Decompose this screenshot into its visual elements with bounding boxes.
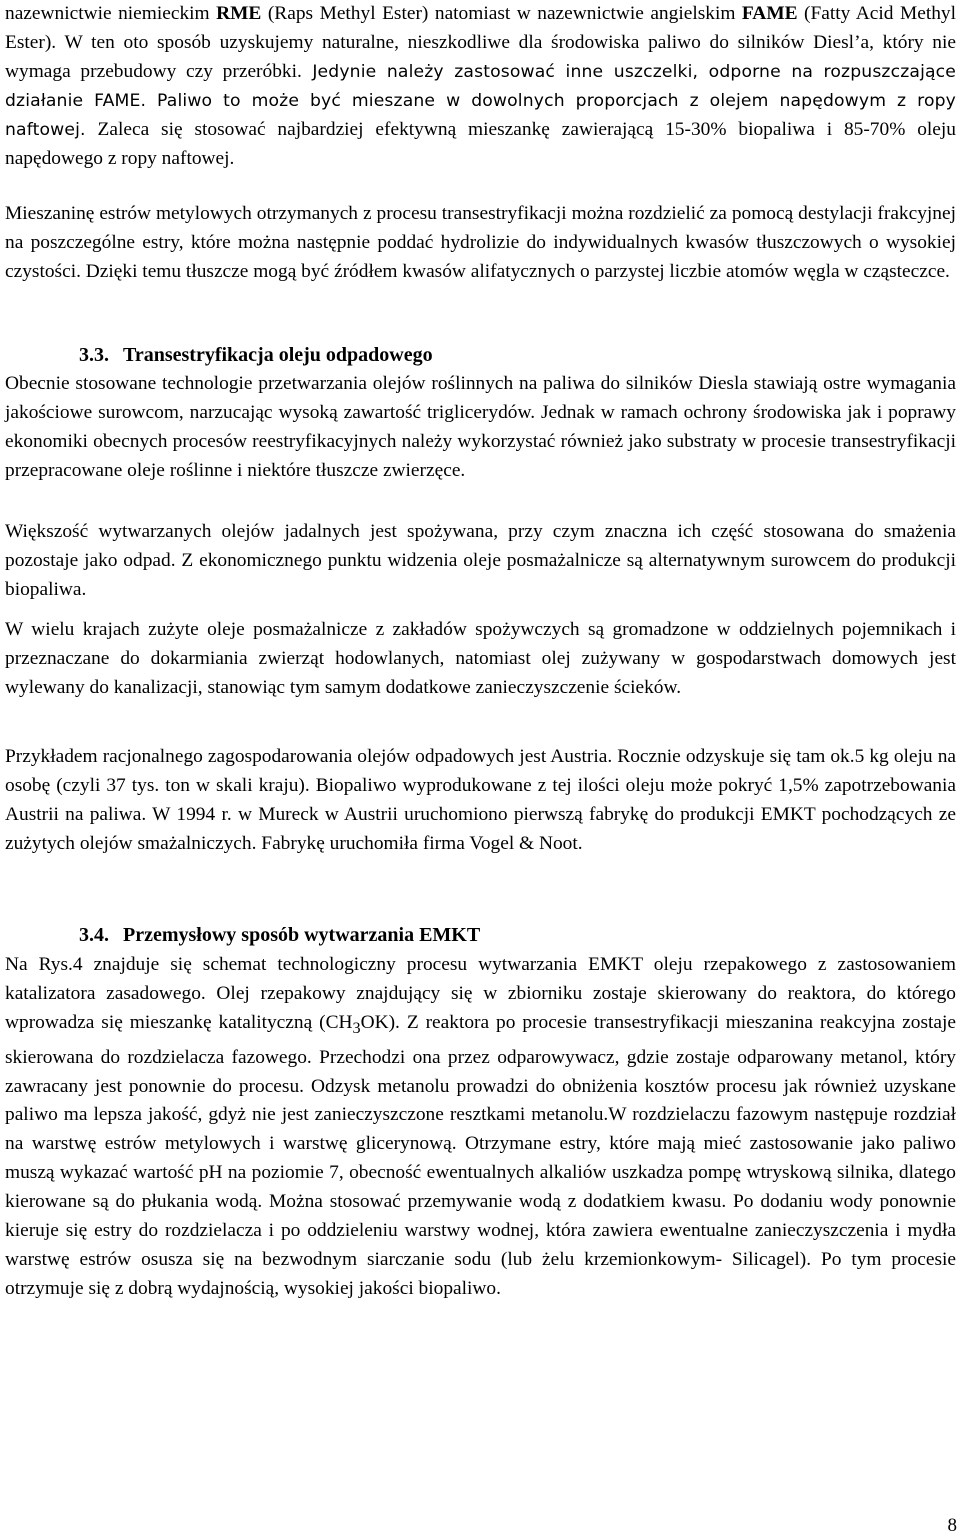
page-number: 8 (947, 1515, 957, 1536)
paragraph-austria: Przykładem racjonalnego zagospodarowania olejów odpadowych jest Austria. Rocznie odzyskuje się tam ok.5 kg oleju na osobę (czyli 37 tys. ton w skali kraju). Biopaliwo wyprodukowane z tej ilości oleju może pokryć 1,5% zapotrzebowania Austrii na paliwa. W 1994 r. w Mureck w Austrii uruchomiono pierwszą fabrykę do produkcji EMKT pochodzących ze zużytych olejów smażalniczych. Fabrykę uruchomiła firma Vogel & Noot. (5, 746, 956, 854)
text-run-sans: Jedynie należy zastosować inne uszczelki, odporne na rozpuszczające działanie FAME. Paliwo to może być mieszane w dowolnych proporcjach z olejem napędowym z ropy naftowej. (5, 61, 956, 140)
text-run: (Fatty Acid Methyl Ester). W ten oto sposób uzyskujemy naturalne, nieszkodliwe dla środowiska paliwo do silników Diesl’a, który nie wymaga przebudowy czy przeróbki. (5, 3, 956, 82)
heading-title: Transestryfikacja oleju odpadowego (123, 344, 433, 366)
paragraph-intro (5, 0, 956, 173)
text-run: OK). Z reaktora po procesie transestryfikacji mieszanina reakcyjna zostaje skierowana do rozdzielacza fazowego. Przechodzi ona przez odparowywacz, gdzie zostaje odparowany metanol, który zawracany jest ponownie do procesu. Odzysk metanolu prowadzi do obniżenia kosztów procesu jak również uzyskane paliwo ma lepsza jakość, gdyż nie jest zanieczyszczone resztkami metanolu.W rozdzielaczu fazowym następuje rozdział na warstwę estrów metylowych i warstwę glicerynową. Otrzymane estry, które mają mieć zastosowanie jako paliwo muszą wykazać wartość pH na poziomie 7, obecność ewentualnych alkaliów uszkadza pompę wtryskową silnika, dlatego kierowane są do płukania wodą. Można stosować przemywanie wodą z dodatkiem kwasu. Po dodaniu wody ponownie kieruje się estry do rozdzielacza i po oddzieleniu warstwy wodnej, która zawiera ewentualne zanieczyszczenia i mydła warstwę estrów osusza się na bezwodnym siarczanie sodu (lub żelu krzemionkowym- Silicagel). Po tym procesie otrzymuje się z dobrą wydajnością, wysokiej jakości biopaliwo. (5, 1011, 956, 1299)
subscript: 3 (352, 1019, 361, 1037)
section-heading-3-4 (79, 921, 480, 949)
section-heading-3-3 (79, 341, 433, 369)
heading-number: 3.3. (79, 344, 109, 366)
text-run: nazewnictwie niemieckim (5, 3, 217, 24)
term-rme: RME (216, 3, 262, 24)
paragraph-technology: Obecnie stosowane technologie przetwarzania olejów roślinnych na paliwa do silników Diesla stawiają ostre wymagania jakościowe surowcom, narzucając wysoką zawartość triglicerydów. Jednak w ramach ochrony środowiska jak i poprawy ekonomiki obecnych procesów reestryfikacyjnych należy wykorzystać również jako substraty w procesie transestryfikacji przepracowane oleje roślinne i niektóre tłuszcze zwierzęce. (5, 373, 956, 481)
text-run: Na Rys.4 znajduje się schemat technologiczny procesu wytwarzania EMKT oleju rzepakowego z zastosowaniem katalizatora zasadowego. Olej rzepakowy znajdujący się w zbiorniku zostaje skierowany do reaktora, do którego wprowadza się mieszankę katalityczną (CH (5, 954, 956, 1033)
paragraph-scheme (5, 951, 956, 1304)
paragraph-mixture: Mieszaninę estrów metylowych otrzymanych z procesu transestryfikacji można rozdzielić za pomocą destylacji frakcyjnej na poszczególne estry, które można następnie poddać hydrolizie do indywidualnych kwasów tłuszczowych o wysokiej czystości. Dzięki temu tłuszcze mogą być źródłem kwasów alifatycznych o parzystej liczbie atomów węgla w cząsteczce. (5, 203, 956, 282)
paragraph-countries: W wielu krajach zużyte oleje posmażalnicze z zakładów spożywczych są gromadzone w oddzielnych pojemnikach i przeznaczane do dokarmiania zwierząt hodowlanych, natomiast olej zużywany w gospodarstwach domowych jest wylewany do kanalizacji, stanowiąc tym samym dodatkowe zanieczyszczenie ścieków. (5, 619, 956, 698)
heading-number: 3.4. (79, 924, 109, 946)
text-run: (Raps Methyl Ester) natomiast w nazewnictwie angielskim (261, 3, 742, 24)
term-fame: FAME (741, 3, 798, 24)
text-run: Zaleca się stosować najbardziej efektywną mieszankę zawierającą 15-30% biopaliwa i 85-70% oleju napędowego z ropy naftowej. (5, 118, 956, 169)
heading-title: Przemysłowy sposób wytwarzania EMKT (123, 924, 481, 946)
paragraph-majority: Większość wytwarzanych olejów jadalnych jest spożywana, przy czym znaczna ich część stosowana do smażenia pozostaje jako odpad. Z ekonomicznego punktu widzenia oleje posmażalnicze są alternatywnym surowcem do produkcji biopaliwa. (5, 521, 956, 600)
